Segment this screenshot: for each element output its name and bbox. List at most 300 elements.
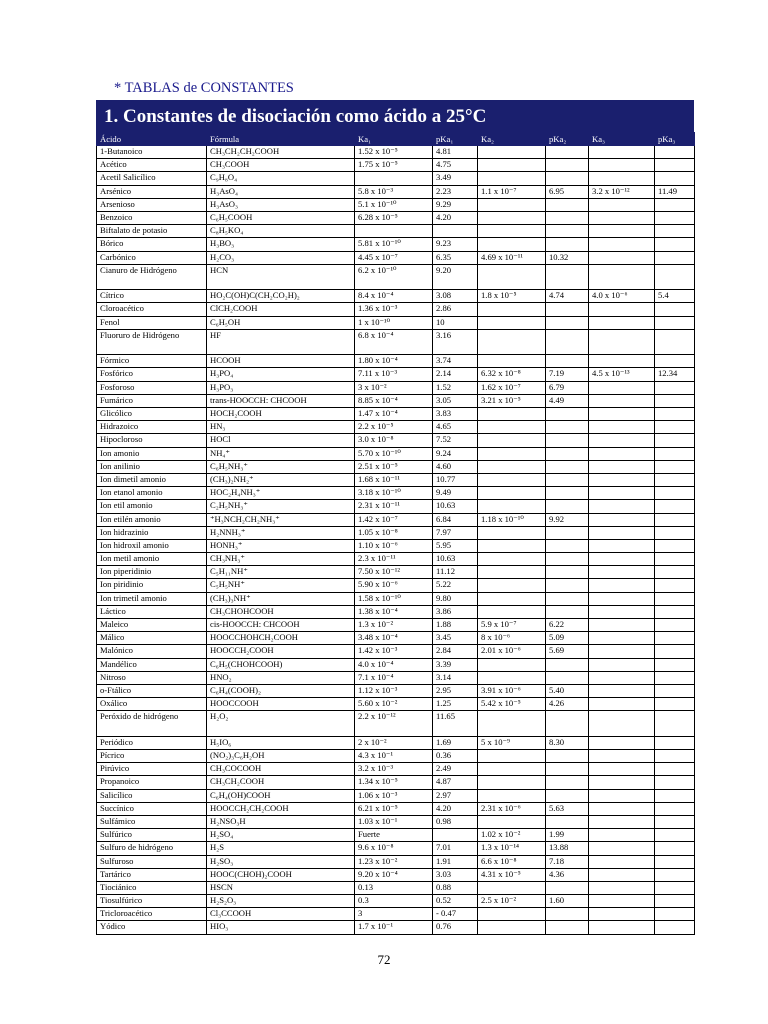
cell-pka2: 9.92 [546, 513, 589, 526]
cell-ka3 [589, 539, 655, 552]
table-row [97, 329, 695, 355]
cell-acid: o-Ftálico [97, 684, 207, 697]
cell-ka2 [478, 566, 546, 579]
cell-ka3 [589, 842, 655, 855]
cell-ka2: 5.42 x 10⁻⁵ [478, 698, 546, 711]
cell-formula: HOCl [207, 434, 355, 447]
table-row [97, 526, 695, 539]
cell-pka3 [655, 251, 695, 264]
cell-pka2: 10.32 [546, 251, 589, 264]
cell-ka2: 1.18 x 10⁻¹⁰ [478, 513, 546, 526]
table-row [97, 698, 695, 711]
cell-pka2 [546, 711, 589, 737]
table-row [97, 592, 695, 605]
cell-pka2 [546, 671, 589, 684]
cell-pka3 [655, 539, 695, 552]
cell-acid: Ion anilinio [97, 460, 207, 473]
cell-pka2: 5.40 [546, 684, 589, 697]
cell-ka1: 1.52 x 10⁻⁵ [355, 146, 433, 159]
cell-acid: Hipocloroso [97, 434, 207, 447]
cell-pka2 [546, 815, 589, 828]
cell-ka3 [589, 487, 655, 500]
cell-ka1: 1.42 x 10⁻⁷ [355, 513, 433, 526]
cell-ka2 [478, 408, 546, 421]
cell-acid: Arsénico [97, 185, 207, 198]
cell-acid: Fenol [97, 316, 207, 329]
cell-pka3 [655, 159, 695, 172]
cell-ka2: 1.3 x 10⁻¹⁴ [478, 842, 546, 855]
cell-ka1: 1.05 x 10⁻⁸ [355, 526, 433, 539]
cell-formula: NH₄⁺ [207, 447, 355, 460]
cell-acid: Fórmico [97, 355, 207, 368]
cell-pka2: 5.09 [546, 632, 589, 645]
cell-ka2 [478, 264, 546, 290]
cell-formula: HOOCCOOH [207, 698, 355, 711]
cell-ka1: 2.51 x 10⁻⁵ [355, 460, 433, 473]
cell-ka2 [478, 329, 546, 355]
cell-ka3 [589, 789, 655, 802]
cell-pka1: 2.23 [433, 185, 478, 198]
cell-pka2: 6.95 [546, 185, 589, 198]
table-row [97, 553, 695, 566]
cell-ka1: 6.2 x 10⁻¹⁰ [355, 264, 433, 290]
cell-formula: (CH₃)₃NH⁺ [207, 592, 355, 605]
cell-formula: C₆H₅NH₃⁺ [207, 460, 355, 473]
cell-ka2: 8 x 10⁻⁶ [478, 632, 546, 645]
cell-ka1: 0.13 [355, 881, 433, 894]
cell-pka3 [655, 264, 695, 290]
cell-pka2 [546, 159, 589, 172]
table-row [97, 815, 695, 828]
cell-pka3 [655, 684, 695, 697]
cell-acid: Glicólico [97, 408, 207, 421]
cell-ka2: 1.1 x 10⁻⁷ [478, 185, 546, 198]
cell-ka3 [589, 908, 655, 921]
cell-pka3 [655, 829, 695, 842]
table-row [97, 211, 695, 224]
table-row [97, 539, 695, 552]
cell-pka2 [546, 763, 589, 776]
cell-pka1: 2.14 [433, 368, 478, 381]
cell-ka3 [589, 736, 655, 749]
cell-pka1: 4.20 [433, 211, 478, 224]
cell-ka3 [589, 776, 655, 789]
table-row [97, 185, 695, 198]
cell-formula: H₂S [207, 842, 355, 855]
cell-ka2: 3.91 x 10⁻⁶ [478, 684, 546, 697]
cell-pka3 [655, 619, 695, 632]
table-row [97, 460, 695, 473]
cell-acid: Salicílico [97, 789, 207, 802]
cell-pka1: 3.45 [433, 632, 478, 645]
cell-ka1: 3.18 x 10⁻¹⁰ [355, 487, 433, 500]
cell-ka2 [478, 592, 546, 605]
cell-ka3 [589, 605, 655, 618]
cell-pka3 [655, 776, 695, 789]
cell-pka2: 4.49 [546, 394, 589, 407]
cell-acid: Arsenioso [97, 198, 207, 211]
cell-formula: (NO₂)₃C₆H₂OH [207, 750, 355, 763]
cell-pka2: 4.36 [546, 868, 589, 881]
table-row [97, 750, 695, 763]
table-row [97, 500, 695, 513]
cell-acid: Sulfuroso [97, 855, 207, 868]
table-row [97, 881, 695, 894]
cell-formula: H₃PO₃ [207, 381, 355, 394]
cell-acid: Acetil Salicílico [97, 172, 207, 185]
table-row [97, 381, 695, 394]
cell-ka3 [589, 316, 655, 329]
cell-pka1: 1.91 [433, 855, 478, 868]
cell-pka2 [546, 211, 589, 224]
cell-pka3 [655, 553, 695, 566]
cell-pka2: 6.22 [546, 619, 589, 632]
cell-pka2 [546, 500, 589, 513]
cell-acid: Ion hidrazinio [97, 526, 207, 539]
cell-ka1: 6.21 x 10⁻⁵ [355, 802, 433, 815]
table-header-row [97, 133, 695, 146]
cell-pka1: 6.84 [433, 513, 478, 526]
cell-ka1: 2.3 x 10⁻¹¹ [355, 553, 433, 566]
cell-ka1: 5.1 x 10⁻¹⁰ [355, 198, 433, 211]
cell-acid: Mandélico [97, 658, 207, 671]
cell-pka1: 5.95 [433, 539, 478, 552]
cell-pka1: 2.49 [433, 763, 478, 776]
cell-pka2 [546, 539, 589, 552]
cell-pka1: 1.52 [433, 381, 478, 394]
column-header-pka3: pKa₃ [655, 133, 695, 146]
cell-pka1 [433, 829, 478, 842]
cell-formula: ClCH₂COOH [207, 303, 355, 316]
cell-acid: Pícrico [97, 750, 207, 763]
table-row [97, 198, 695, 211]
cell-ka1: 5.8 x 10⁻³ [355, 185, 433, 198]
table-row [97, 487, 695, 500]
cell-acid: Tiociánico [97, 881, 207, 894]
table-row [97, 684, 695, 697]
cell-pka2 [546, 329, 589, 355]
cell-ka2: 5 x 10⁻⁹ [478, 736, 546, 749]
column-header-pka2: pKa₂ [546, 133, 589, 146]
table-body [97, 146, 695, 935]
cell-pka1: 9.49 [433, 487, 478, 500]
cell-ka3 [589, 592, 655, 605]
cell-formula: C₆H₅OH [207, 316, 355, 329]
cell-acid: Periódico [97, 736, 207, 749]
cell-ka1: 2.2 x 10⁻¹² [355, 711, 433, 737]
cell-acid: Fosfórico [97, 368, 207, 381]
cell-pka2 [546, 225, 589, 238]
cell-pka1: 3.16 [433, 329, 478, 355]
cell-pka3 [655, 566, 695, 579]
cell-ka1: 5.70 x 10⁻¹⁰ [355, 447, 433, 460]
cell-pka2 [546, 566, 589, 579]
cell-ka1: 1.75 x 10⁻⁵ [355, 159, 433, 172]
cell-pka3 [655, 434, 695, 447]
cell-acid: Sulfúrico [97, 829, 207, 842]
cell-pka1: 1.88 [433, 619, 478, 632]
cell-pka1: 1.25 [433, 698, 478, 711]
cell-ka2 [478, 159, 546, 172]
cell-ka1: 0.3 [355, 895, 433, 908]
cell-ka1: 3 [355, 908, 433, 921]
cell-pka3 [655, 750, 695, 763]
table-row [97, 355, 695, 368]
cell-pka1: 2.84 [433, 645, 478, 658]
cell-ka1: 4.0 x 10⁻⁴ [355, 658, 433, 671]
cell-ka2 [478, 579, 546, 592]
cell-pka2: 5.63 [546, 802, 589, 815]
column-header-formula: Fórmula [207, 133, 355, 146]
table-title: 1. Constantes de disociación como ácido a 25°C [96, 100, 694, 132]
cell-pka3 [655, 789, 695, 802]
cell-acid: 1-Butanoico [97, 146, 207, 159]
cell-formula: C₅H₅NH⁺ [207, 579, 355, 592]
table-row [97, 146, 695, 159]
cell-pka2 [546, 238, 589, 251]
cell-formula: HCOOH [207, 355, 355, 368]
cell-acid: Cloroacético [97, 303, 207, 316]
cell-pka2: 7.18 [546, 855, 589, 868]
cell-pka1: 1.69 [433, 736, 478, 749]
cell-acid: Hidrazoico [97, 421, 207, 434]
cell-ka3: 4.0 x 10⁻⁶ [589, 290, 655, 303]
cell-pka1: 3.49 [433, 172, 478, 185]
cell-ka3 [589, 238, 655, 251]
cell-ka1: 1.38 x 10⁻⁴ [355, 605, 433, 618]
cell-formula: H₃AsO₃ [207, 198, 355, 211]
cell-ka2 [478, 539, 546, 552]
cell-acid: Málico [97, 632, 207, 645]
cell-acid: Tiosulfúrico [97, 895, 207, 908]
cell-acid: Ion piperidinio [97, 566, 207, 579]
cell-ka2 [478, 487, 546, 500]
cell-acid: Benzoico [97, 211, 207, 224]
cell-ka3 [589, 868, 655, 881]
table-row [97, 802, 695, 815]
cell-acid: Oxálico [97, 698, 207, 711]
cell-ka3 [589, 225, 655, 238]
cell-ka3 [589, 172, 655, 185]
section-heading: * TABLAS de CONSTANTES [114, 80, 294, 96]
table-row [97, 303, 695, 316]
cell-ka2: 1.62 x 10⁻⁷ [478, 381, 546, 394]
cell-acid: Tricloroacético [97, 908, 207, 921]
cell-pka1: 5.22 [433, 579, 478, 592]
cell-pka3 [655, 736, 695, 749]
cell-ka3 [589, 881, 655, 894]
cell-pka1: 10 [433, 316, 478, 329]
cell-ka2 [478, 355, 546, 368]
cell-pka2: 1.60 [546, 895, 589, 908]
cell-pka2 [546, 921, 589, 934]
cell-ka2 [478, 553, 546, 566]
cell-formula: trans-HOOCCH: CHCOOH [207, 394, 355, 407]
cell-pka3 [655, 211, 695, 224]
cell-ka3 [589, 355, 655, 368]
cell-ka3 [589, 921, 655, 934]
cell-pka3 [655, 895, 695, 908]
cell-pka1: 11.12 [433, 566, 478, 579]
cell-ka3 [589, 303, 655, 316]
cell-pka2 [546, 355, 589, 368]
cell-formula: CH₃COOH [207, 159, 355, 172]
cell-pka1: 4.87 [433, 776, 478, 789]
cell-ka2 [478, 500, 546, 513]
cell-ka3 [589, 750, 655, 763]
cell-ka2 [478, 211, 546, 224]
table-row [97, 632, 695, 645]
cell-acid: Ion hidroxil amonio [97, 539, 207, 552]
cell-pka2 [546, 658, 589, 671]
cell-ka1: 1.36 x 10⁻³ [355, 303, 433, 316]
cell-pka2 [546, 172, 589, 185]
cell-ka3 [589, 698, 655, 711]
cell-ka3 [589, 619, 655, 632]
table-row [97, 895, 695, 908]
cell-formula: HOOCCH₂COOH [207, 645, 355, 658]
cell-pka2 [546, 553, 589, 566]
cell-ka3 [589, 159, 655, 172]
cell-ka1: 1.68 x 10⁻¹¹ [355, 473, 433, 486]
table-row [97, 789, 695, 802]
table-row [97, 394, 695, 407]
cell-pka2 [546, 605, 589, 618]
cell-ka2: 6.6 x 10⁻⁸ [478, 855, 546, 868]
table-row [97, 776, 695, 789]
cell-ka2 [478, 908, 546, 921]
cell-ka3 [589, 553, 655, 566]
cell-formula: C₈H₅KO₄ [207, 225, 355, 238]
cell-ka1: 6.28 x 10⁻⁵ [355, 211, 433, 224]
cell-formula: CH₃CH₂CH₂COOH [207, 146, 355, 159]
cell-pka3 [655, 658, 695, 671]
cell-formula: C₉H₈O₄ [207, 172, 355, 185]
table-row [97, 447, 695, 460]
cell-pka2 [546, 447, 589, 460]
cell-ka3 [589, 802, 655, 815]
cell-pka2: 8.30 [546, 736, 589, 749]
cell-pka3 [655, 711, 695, 737]
cell-acid: Ion etil amonio [97, 500, 207, 513]
table-row [97, 619, 695, 632]
cell-pka3 [655, 815, 695, 828]
cell-pka3: 5.4 [655, 290, 695, 303]
cell-formula: HOC₂H₄NH₃⁺ [207, 487, 355, 500]
cell-ka2: 2.31 x 10⁻⁶ [478, 802, 546, 815]
cell-acid: Succínico [97, 802, 207, 815]
cell-pka2 [546, 487, 589, 500]
cell-formula: Cl₃CCOOH [207, 908, 355, 921]
cell-ka2 [478, 526, 546, 539]
cell-formula: HONH₃⁺ [207, 539, 355, 552]
cell-pka1: 4.60 [433, 460, 478, 473]
cell-pka1: 4.20 [433, 802, 478, 815]
table-row [97, 264, 695, 290]
cell-pka3 [655, 698, 695, 711]
table-row [97, 855, 695, 868]
cell-pka1: 0.98 [433, 815, 478, 828]
cell-acid: Bórico [97, 238, 207, 251]
cell-ka1: 1.3 x 10⁻² [355, 619, 433, 632]
table-row [97, 579, 695, 592]
cell-ka2: 4.69 x 10⁻¹¹ [478, 251, 546, 264]
cell-ka1: 5.90 x 10⁻⁶ [355, 579, 433, 592]
cell-ka1: 2 x 10⁻² [355, 736, 433, 749]
cell-pka2 [546, 421, 589, 434]
cell-pka1: 9.23 [433, 238, 478, 251]
cell-pka2: 6.79 [546, 381, 589, 394]
cell-pka2 [546, 908, 589, 921]
column-header-ka1: Ka₁ [355, 133, 433, 146]
cell-pka2 [546, 881, 589, 894]
cell-pka1: 3.03 [433, 868, 478, 881]
cell-ka3 [589, 815, 655, 828]
cell-formula: HIO₃ [207, 921, 355, 934]
cell-pka3 [655, 802, 695, 815]
cell-pka3 [655, 146, 695, 159]
cell-ka3 [589, 251, 655, 264]
table-row [97, 368, 695, 381]
cell-acid: Peróxido de hidrógeno [97, 711, 207, 737]
cell-ka2 [478, 473, 546, 486]
cell-pka1: 11.65 [433, 711, 478, 737]
cell-ka3 [589, 394, 655, 407]
cell-pka2 [546, 579, 589, 592]
table-row [97, 316, 695, 329]
cell-ka1: 1.58 x 10⁻¹⁰ [355, 592, 433, 605]
cell-pka1: 7.01 [433, 842, 478, 855]
cell-pka1: 6.35 [433, 251, 478, 264]
table-row [97, 711, 695, 737]
cell-pka1: 3.39 [433, 658, 478, 671]
cell-formula: HSCN [207, 881, 355, 894]
cell-ka3: 3.2 x 10⁻¹² [589, 185, 655, 198]
table-row [97, 908, 695, 921]
cell-pka1: 2.86 [433, 303, 478, 316]
cell-ka3 [589, 566, 655, 579]
cell-ka3 [589, 684, 655, 697]
cell-pka3 [655, 408, 695, 421]
cell-formula: CH₃COCOOH [207, 763, 355, 776]
cell-ka3 [589, 408, 655, 421]
cell-formula: H₂SO₃ [207, 855, 355, 868]
cell-ka1: 7.1 x 10⁻⁴ [355, 671, 433, 684]
cell-pka3 [655, 473, 695, 486]
cell-formula: H₂CO₃ [207, 251, 355, 264]
cell-pka1: 0.76 [433, 921, 478, 934]
cell-pka3 [655, 447, 695, 460]
cell-pka1: 3.86 [433, 605, 478, 618]
cell-ka2: 1.8 x 10⁻⁵ [478, 290, 546, 303]
cell-pka2: 1.99 [546, 829, 589, 842]
cell-pka3 [655, 487, 695, 500]
cell-acid: Fosforoso [97, 381, 207, 394]
cell-ka1: Fuerte [355, 829, 433, 842]
cell-pka3 [655, 500, 695, 513]
cell-ka3 [589, 526, 655, 539]
cell-formula: HO₂C(OH)C(CH₂CO₂H)₂ [207, 290, 355, 303]
cell-formula: CH₃CHOHCOOH [207, 605, 355, 618]
cell-ka3 [589, 447, 655, 460]
table-row [97, 290, 695, 303]
table-row [97, 842, 695, 855]
cell-pka1: 3.08 [433, 290, 478, 303]
column-header-acid: Ácido [97, 133, 207, 146]
cell-pka3 [655, 908, 695, 921]
cell-pka1: 7.52 [433, 434, 478, 447]
table-row [97, 172, 695, 185]
